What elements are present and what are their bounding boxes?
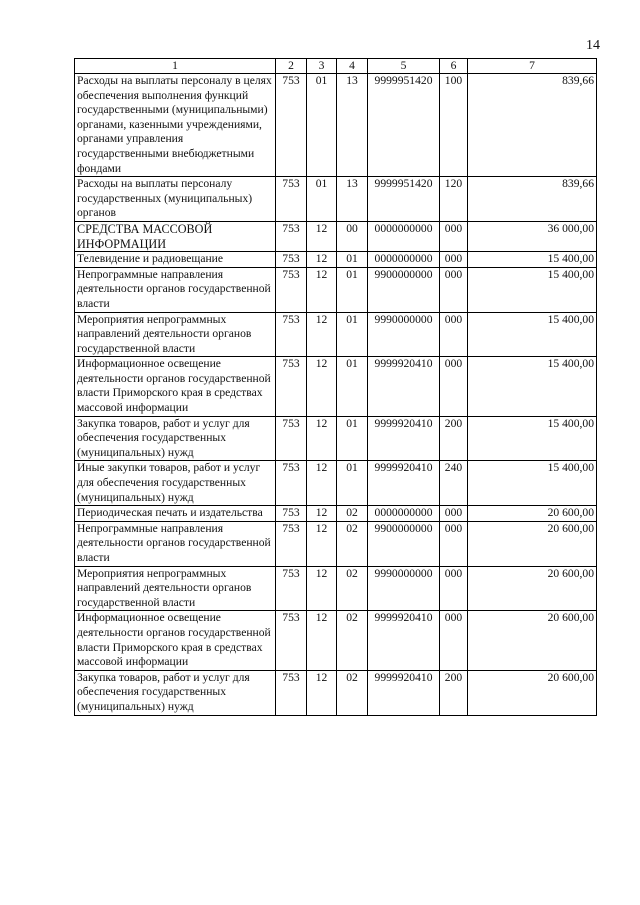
row-rz: 12	[307, 416, 337, 461]
row-csr: 9999920410	[368, 461, 440, 506]
row-rz: 12	[307, 252, 337, 268]
row-csr: 9999920410	[368, 416, 440, 461]
row-ved: 753	[276, 611, 307, 670]
row-pr: 02	[337, 611, 368, 670]
row-sum: 36 000,00	[468, 221, 597, 251]
row-sum: 839,66	[468, 74, 597, 177]
table-row	[75, 506, 597, 522]
row-sum: 15 400,00	[468, 312, 597, 357]
row-name: Закупка товаров, работ и услуг для обеспечения государственных (муниципальных) нужд	[75, 670, 276, 715]
header-cell-name: 1	[75, 59, 276, 74]
row-vr: 100	[440, 74, 468, 177]
row-pr: 13	[337, 177, 368, 222]
row-name: Непрограммные направления деятельности органов государственной власти	[75, 521, 276, 566]
row-vr: 000	[440, 357, 468, 416]
row-name: Информационное освещение деятельности органов государственной власти Приморского края в средствах массовой информации	[75, 611, 276, 670]
row-name: СРЕДСТВА МАССОВОЙ ИНФОРМАЦИИ	[75, 221, 276, 251]
row-ved: 753	[276, 416, 307, 461]
row-ved: 753	[276, 252, 307, 268]
row-sum: 15 400,00	[468, 357, 597, 416]
row-rz: 12	[307, 221, 337, 251]
row-vr: 000	[440, 312, 468, 357]
table-row	[75, 566, 597, 611]
table-row	[75, 461, 597, 506]
row-ved: 753	[276, 506, 307, 522]
row-vr: 000	[440, 521, 468, 566]
row-sum: 20 600,00	[468, 506, 597, 522]
row-sum: 20 600,00	[468, 611, 597, 670]
row-name: Телевидение и радиовещание	[75, 252, 276, 268]
header-row	[75, 59, 597, 74]
header-cell-rz: 3	[307, 59, 337, 74]
row-ved: 753	[276, 461, 307, 506]
table-row	[75, 416, 597, 461]
row-csr: 9900000000	[368, 521, 440, 566]
row-vr: 000	[440, 506, 468, 522]
row-csr: 9900000000	[368, 267, 440, 312]
header-cell-csr: 5	[368, 59, 440, 74]
row-ved: 753	[276, 566, 307, 611]
row-vr: 000	[440, 267, 468, 312]
row-ved: 753	[276, 177, 307, 222]
row-pr: 01	[337, 312, 368, 357]
table-row	[75, 611, 597, 670]
row-ved: 753	[276, 521, 307, 566]
row-name: Мероприятия непрограммных направлений деятельности органов государственной власти	[75, 566, 276, 611]
row-ved: 753	[276, 74, 307, 177]
row-pr: 01	[337, 357, 368, 416]
table-row	[75, 74, 597, 177]
row-vr: 000	[440, 221, 468, 251]
row-rz: 01	[307, 74, 337, 177]
table-row	[75, 267, 597, 312]
row-name: Иные закупки товаров, работ и услуг для обеспечения государственных (муниципальных) нужд	[75, 461, 276, 506]
header-cell-vr: 6	[440, 59, 468, 74]
row-ved: 753	[276, 267, 307, 312]
row-vr: 000	[440, 252, 468, 268]
row-csr: 9999920410	[368, 611, 440, 670]
row-rz: 12	[307, 521, 337, 566]
row-name: Периодическая печать и издательства	[75, 506, 276, 522]
header-cell-sum: 7	[468, 59, 597, 74]
row-pr: 02	[337, 506, 368, 522]
row-ved: 753	[276, 670, 307, 715]
row-sum: 839,66	[468, 177, 597, 222]
row-rz: 01	[307, 177, 337, 222]
table-row	[75, 670, 597, 715]
row-pr: 02	[337, 521, 368, 566]
row-vr: 000	[440, 611, 468, 670]
table-row	[75, 312, 597, 357]
row-rz: 12	[307, 461, 337, 506]
row-pr: 02	[337, 670, 368, 715]
row-csr: 9999951420	[368, 177, 440, 222]
row-rz: 12	[307, 566, 337, 611]
row-rz: 12	[307, 611, 337, 670]
row-ved: 753	[276, 312, 307, 357]
row-rz: 12	[307, 670, 337, 715]
row-ved: 753	[276, 221, 307, 251]
row-csr: 0000000000	[368, 506, 440, 522]
row-csr: 9990000000	[368, 312, 440, 357]
row-vr: 200	[440, 670, 468, 715]
row-pr: 13	[337, 74, 368, 177]
row-rz: 12	[307, 267, 337, 312]
row-name: Расходы на выплаты персоналу в целях обеспечения выполнения функций государственными (муниципальными) органами, казенными учреждениями, органами управления государственными внебюджетными фондами	[75, 74, 276, 177]
row-sum: 20 600,00	[468, 521, 597, 566]
table-row	[75, 177, 597, 222]
row-pr: 01	[337, 267, 368, 312]
row-csr: 9990000000	[368, 566, 440, 611]
table-row	[75, 521, 597, 566]
row-rz: 12	[307, 312, 337, 357]
row-vr: 000	[440, 566, 468, 611]
row-rz: 12	[307, 506, 337, 522]
row-ved: 753	[276, 357, 307, 416]
row-csr: 0000000000	[368, 252, 440, 268]
row-sum: 15 400,00	[468, 416, 597, 461]
row-pr: 02	[337, 566, 368, 611]
row-name: Закупка товаров, работ и услуг для обеспечения государственных (муниципальных) нужд	[75, 416, 276, 461]
row-vr: 120	[440, 177, 468, 222]
row-name: Информационное освещение деятельности органов государственной власти Приморского края в средствах массовой информации	[75, 357, 276, 416]
row-name: Расходы на выплаты персоналу государственных (муниципальных) органов	[75, 177, 276, 222]
table-row	[75, 221, 597, 251]
row-csr: 9999951420	[368, 74, 440, 177]
row-vr: 200	[440, 416, 468, 461]
table-row	[75, 357, 597, 416]
row-sum: 15 400,00	[468, 267, 597, 312]
budget-table	[74, 58, 597, 716]
row-sum: 20 600,00	[468, 566, 597, 611]
row-name: Непрограммные направления деятельности органов государственной власти	[75, 267, 276, 312]
row-csr: 9999920410	[368, 357, 440, 416]
row-pr: 01	[337, 461, 368, 506]
row-csr: 9999920410	[368, 670, 440, 715]
row-pr: 01	[337, 416, 368, 461]
row-sum: 15 400,00	[468, 461, 597, 506]
table-row	[75, 252, 597, 268]
row-sum: 20 600,00	[468, 670, 597, 715]
page-number: 14	[586, 38, 600, 53]
row-pr: 01	[337, 252, 368, 268]
header-cell-ved: 2	[276, 59, 307, 74]
row-sum: 15 400,00	[468, 252, 597, 268]
row-vr: 240	[440, 461, 468, 506]
row-rz: 12	[307, 357, 337, 416]
row-name: Мероприятия непрограммных направлений деятельности органов государственной власти	[75, 312, 276, 357]
row-pr: 00	[337, 221, 368, 251]
row-csr: 0000000000	[368, 221, 440, 251]
header-cell-pr: 4	[337, 59, 368, 74]
